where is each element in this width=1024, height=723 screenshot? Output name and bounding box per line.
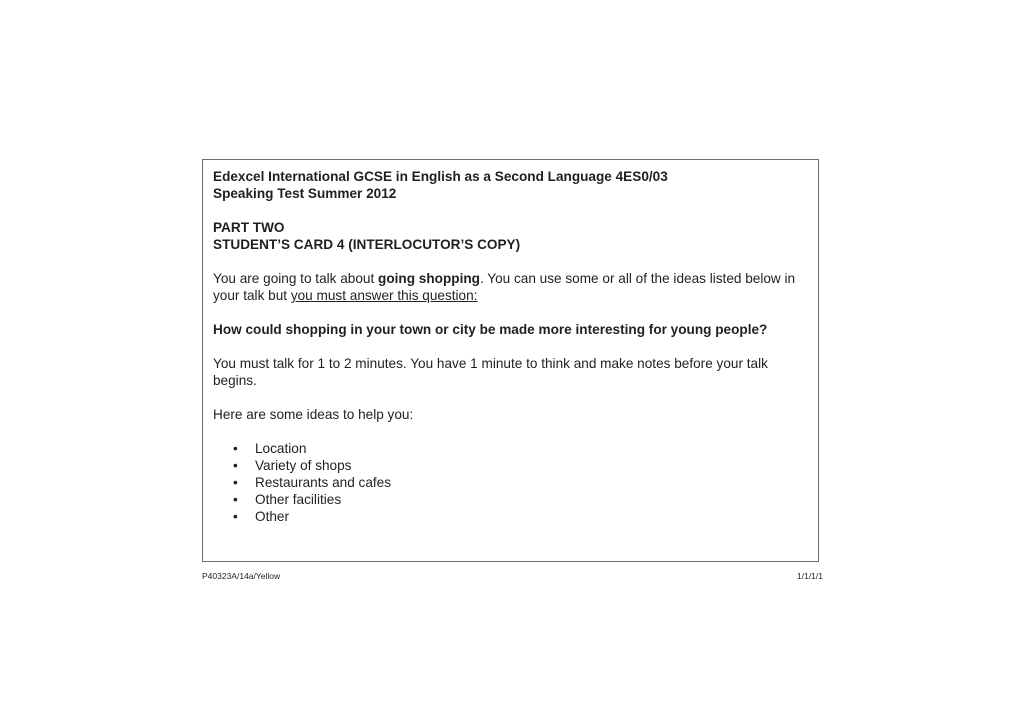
list-item: [233, 474, 808, 491]
bullet: •: [233, 458, 238, 473]
intro-line2-prefix: your talk but: [213, 288, 291, 303]
intro-must-answer: you must answer this question:: [290, 288, 478, 303]
list-item: [233, 440, 808, 457]
list-item: [233, 508, 808, 525]
intro-paragraph-line2: [213, 287, 808, 304]
bullet: •: [233, 475, 238, 490]
idea-label: Variety of shops: [255, 458, 352, 473]
question: How could shopping in your town or city be made more interesting for young people?: [213, 322, 768, 337]
footer-paper-code: P40323A/14a/Yellow: [202, 571, 281, 581]
list-item: [233, 457, 808, 474]
bullet: •: [233, 492, 238, 507]
intro-middle: . You can use some or all of the ideas listed below in: [479, 271, 796, 286]
intro-prefix: You are going to talk about: [213, 271, 379, 286]
ideas-heading: Here are some ideas to help you:: [213, 407, 414, 422]
footer-page-number: 1/1/1/1: [797, 571, 823, 581]
list-item: [233, 491, 808, 508]
student-card: [202, 159, 819, 562]
idea-label: Other: [255, 509, 289, 524]
bullet: •: [233, 441, 238, 456]
intro-topic: going shopping: [378, 271, 480, 286]
idea-label: Other facilities: [255, 492, 342, 507]
header-title: Edexcel International GCSE in English as a Second Language 4ES0/03: [213, 169, 668, 184]
card-title: STUDENT’S CARD 4 (INTERLOCUTOR’S COPY): [213, 237, 521, 252]
bullet: •: [233, 509, 238, 524]
part-label: PART TWO: [213, 220, 285, 235]
idea-label: Location: [255, 441, 307, 456]
timing-instructions: You must talk for 1 to 2 minutes. You have 1 minute to think and make notes before your talk begins.: [213, 356, 768, 388]
idea-label: Restaurants and cafes: [255, 475, 392, 490]
ideas-list: [213, 440, 808, 525]
intro-paragraph: [213, 270, 808, 287]
header-subtitle: Speaking Test Summer 2012: [213, 186, 397, 201]
